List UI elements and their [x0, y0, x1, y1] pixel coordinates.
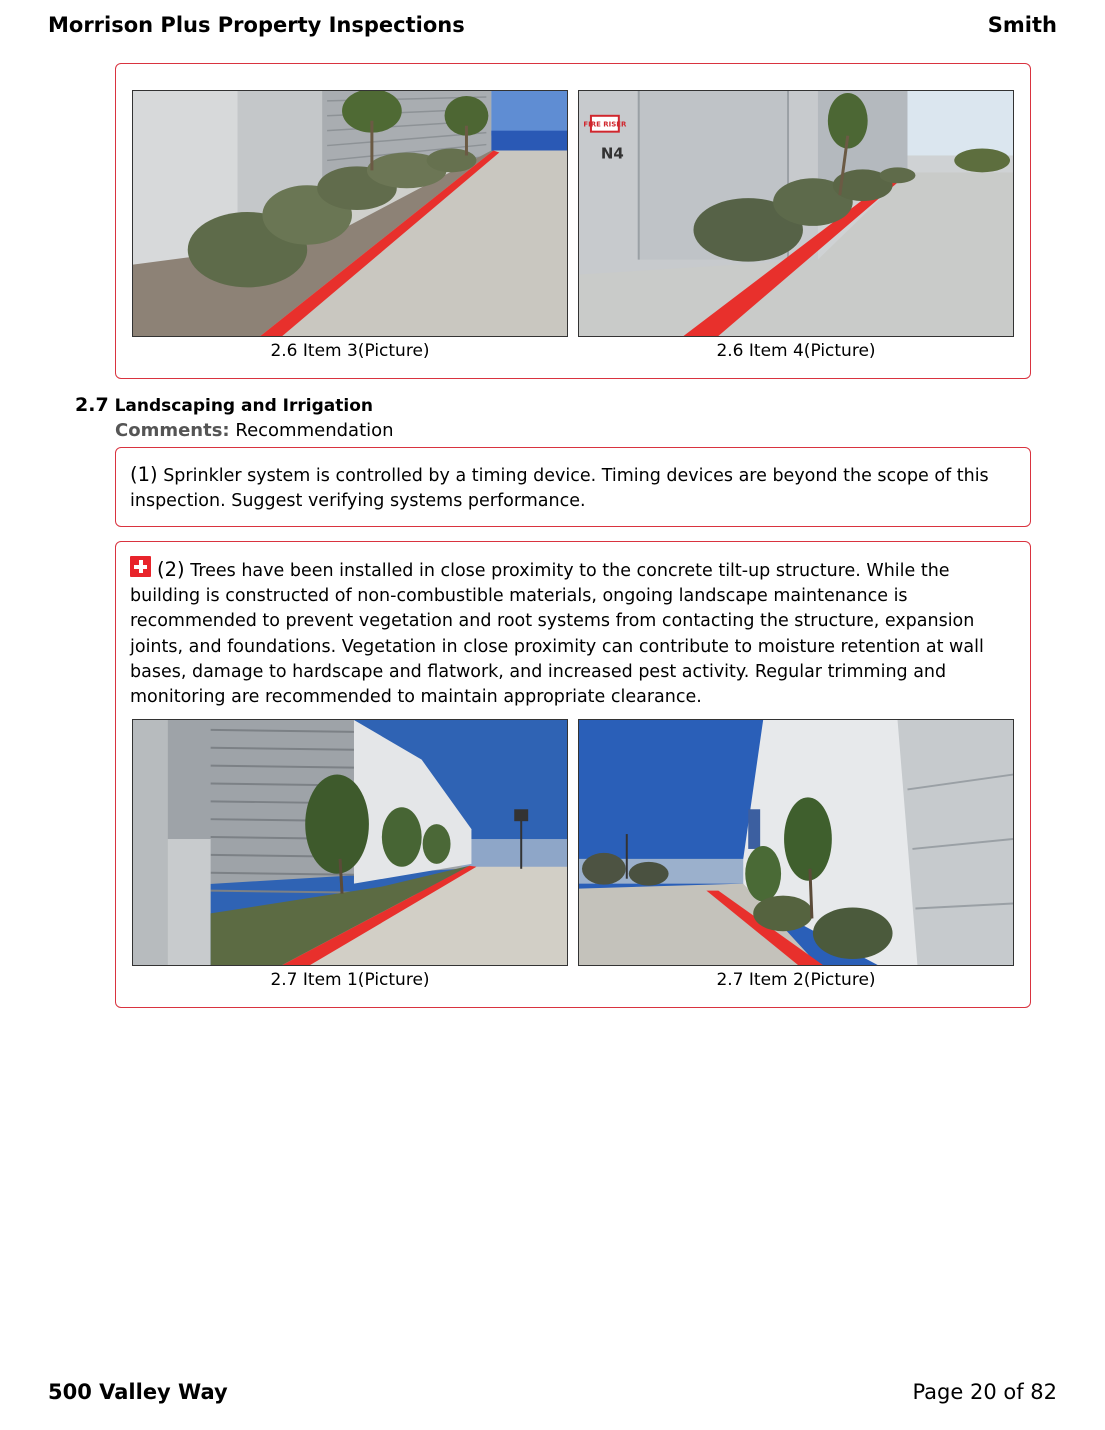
red-cross-icon [130, 556, 151, 577]
photo-caption: 2.6 Item 3(Picture) [270, 341, 430, 361]
property-address: 500 Valley Way [48, 1380, 228, 1404]
photo-caption: 2.6 Item 4(Picture) [716, 341, 876, 361]
fire-riser-sign: FIRE RISER [583, 120, 627, 129]
comments-label: Comments: [115, 420, 230, 441]
section-number: 2.7 [75, 394, 109, 416]
photo-2-6-item-3[interactable] [132, 90, 568, 337]
comments-value: Recommendation [235, 420, 394, 441]
photo-caption: 2.7 Item 1(Picture) [270, 970, 430, 990]
section-heading [75, 394, 373, 416]
wall-label-n4: N4 [600, 144, 624, 163]
comment-item-1 [115, 447, 1031, 527]
comment-index: (2) [157, 558, 185, 581]
report-client-name: Smith [987, 13, 1057, 37]
comment-body: Trees have been installed in close proximity to the concrete tilt-up structure. While the building is constructed of non-combustible materials, ongoing landscape maintenance is recommended to prevent vegetation and root systems from contacting the structure, expansion joints, and foundations. Vegetation in close proximity can contribute to moisture retention at wall bases, damage to hardscape and flatwork, and increased pest activity. Regular trimming and monitoring are recommended to maintain appropriate clearance. [130, 561, 984, 708]
section-comments [115, 420, 394, 441]
comment-index: (1) [130, 463, 158, 486]
photo-group-2-6 [115, 63, 1031, 379]
comment-body: Sprinkler system is controlled by a timing device. Timing devices are beyond the scope of this inspection. Suggest verifying systems performance. [130, 466, 989, 512]
comment-item-2 [115, 541, 1031, 1008]
section-title: Landscaping and Irrigation [114, 396, 373, 416]
comment-text [130, 462, 1020, 514]
report-company-name: Morrison Plus Property Inspections [48, 13, 465, 37]
comment-text [130, 556, 1020, 710]
page-number: Page 20 of 82 [912, 1380, 1057, 1404]
photo-2-7-item-2[interactable] [578, 719, 1014, 966]
photo-caption: 2.7 Item 2(Picture) [716, 970, 876, 990]
photo-2-6-item-4[interactable] [578, 90, 1014, 337]
photo-2-7-item-1[interactable] [132, 719, 568, 966]
